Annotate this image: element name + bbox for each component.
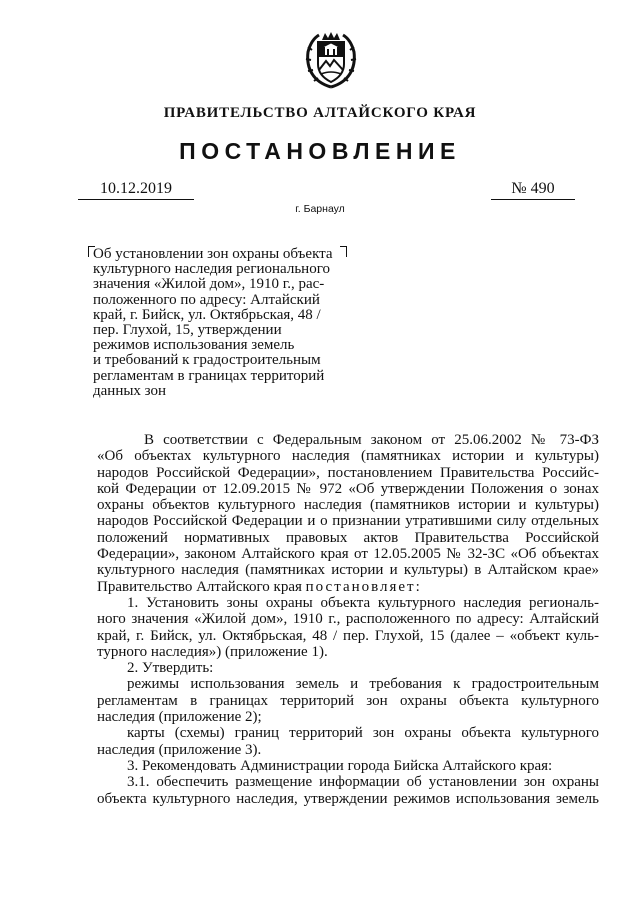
body-line: культурного наследия (памятниках истории и культуры) в Алтайском крае» xyxy=(97,562,599,579)
subject-line: режимов использования земель xyxy=(93,337,295,354)
subject-line: край, г. Бийск, ул. Октябрьская, 48 / xyxy=(93,306,321,323)
body-line: народов Российской Федерации и о признании утратившими силу отдельных xyxy=(97,513,599,530)
subject-line: Об установлении зон охраны объекта xyxy=(93,246,333,262)
subject-line: культурного наследия регионального xyxy=(93,261,330,278)
decree-verb: постановляет: xyxy=(305,578,422,595)
decree-prefix: Правительство Алтайского края xyxy=(97,578,306,595)
item-1-line: край, г. Бийск, ул. Октябрьская, 48 / пер. Глухой, 15 (далее – «объект куль- xyxy=(97,627,599,644)
body-line: охраны объектов культурного наследия (памятников истории и культуры) xyxy=(97,497,599,514)
document-subject xyxy=(93,247,345,399)
subject-line: данных зон xyxy=(93,382,167,399)
subject-line: и требований к градостроительным xyxy=(93,352,321,369)
document-type-title: ПОСТАНОВЛЕНИЕ xyxy=(179,138,461,164)
item-1-line: ного значения «Жилой дом», 1910 г., расположенного по адресу: Алтайский xyxy=(97,611,599,628)
item-1-line: турного наследия») (приложение 1). xyxy=(97,643,328,660)
organization-title: ПРАВИТЕЛЬСТВО АЛТАЙСКОГО КРАЯ xyxy=(163,105,477,121)
item-3: 3. Рекомендовать Администрации города Бийска Алтайского края: xyxy=(127,757,553,774)
document-date: 10.12.2019 xyxy=(78,179,194,200)
document-body xyxy=(97,432,599,807)
item-3-1-line: 3.1. обеспечить размещение информации об установлении зон охраны xyxy=(127,774,599,791)
item-2a-line: регламентам в границах территорий зон охраны объекта культурного xyxy=(97,692,599,709)
item-1-line: 1. Установить зоны охраны объекта культурного наследия региональ- xyxy=(127,594,599,611)
body-line-decree xyxy=(97,579,599,595)
body-line: положений нормативных правовых актов Правительства Российской xyxy=(97,529,599,546)
item-3-1-line: объекта культурного наследия, утверждении режимов использования земель xyxy=(97,790,599,807)
subject-line: регламентам в границах территорий xyxy=(93,367,325,384)
subject-line: пер. Глухой, 15, утверждении xyxy=(93,321,282,338)
item-2a-line: наследия (приложение 2); xyxy=(97,709,262,726)
subject-line: значения «Жилой дом», 1910 г., рас- xyxy=(93,276,325,293)
body-line: кой Федерации от 12.09.2015 № 972 «Об утверждении Положения о зонах xyxy=(97,480,599,497)
body-line: «Об объектах культурного наследия (памятниках истории и культуры) xyxy=(97,448,599,465)
coat-of-arms-icon xyxy=(303,30,359,90)
subject-line: положенного по адресу: Алтайский xyxy=(93,291,320,308)
item-2b-line: наследия (приложение 3). xyxy=(97,741,262,758)
document-city: г. Барнаул xyxy=(295,203,345,215)
item-2: 2. Утвердить: xyxy=(127,660,214,677)
item-2a-line: режимы использования земель и требования к градостроительным xyxy=(127,676,599,693)
body-line: народов Российской Федерации», постановлением Правительства Российс- xyxy=(97,464,599,481)
item-2b-line: карты (схемы) границ территорий зон охраны объекта культурного xyxy=(127,725,599,742)
body-line: В соответствии с Федеральным законом от 25.06.2002 № 73-ФЗ xyxy=(144,432,599,448)
document-number: № 490 xyxy=(491,179,575,200)
body-line: Федерации», законом Алтайского края от 12.05.2005 № 32-ЗС «Об объектах xyxy=(97,546,599,563)
